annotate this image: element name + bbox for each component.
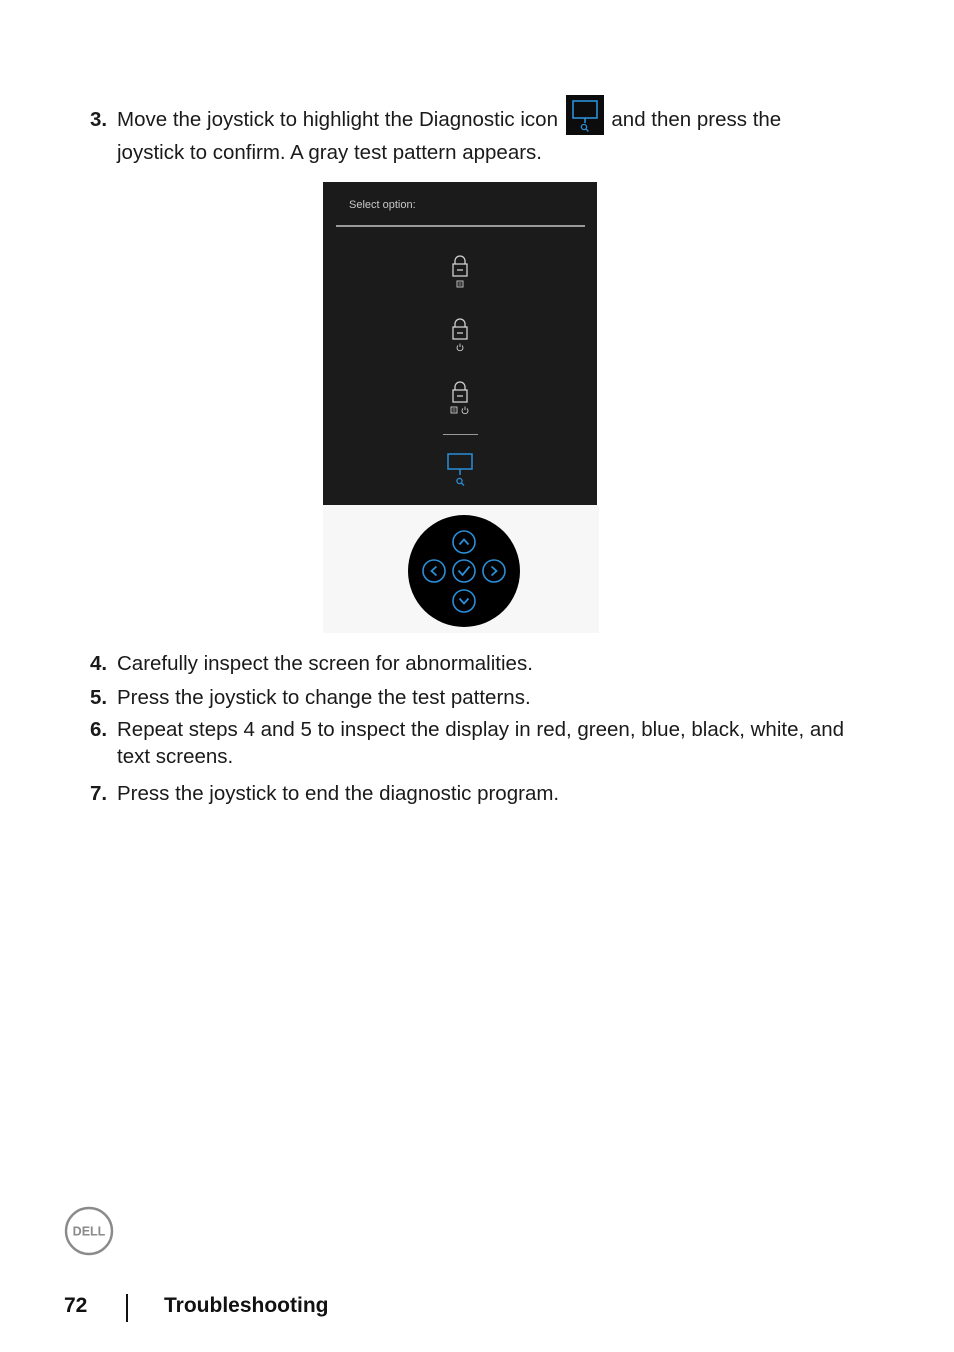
step-text: Press the joystick to change the test patterns. [117, 686, 531, 709]
osd-divider [336, 225, 585, 227]
step-number: 7. [90, 782, 108, 805]
footer-divider [126, 1294, 128, 1322]
step-number: 5. [90, 686, 108, 709]
step-text-continued: and then press the joystick to confirm. A gray test pattern appears. [117, 108, 782, 164]
step-6 [90, 716, 850, 770]
step-text: Press the joystick to end the diagnostic program. [117, 782, 560, 805]
section-title: Troubleshooting [164, 1294, 329, 1317]
lock-menu-power-icon [448, 378, 472, 418]
step-7 [90, 778, 850, 809]
osd-separator [443, 434, 478, 435]
step-number: 4. [90, 652, 108, 675]
osd-menu [323, 182, 597, 505]
step-text: Repeat steps 4 and 5 to inspect the display in red, green, blue, black, white, and text screens. [117, 718, 845, 768]
step-number: 6. [90, 718, 108, 741]
diagnostic-icon [566, 95, 604, 135]
osd-title: Select option: [349, 199, 416, 211]
step-3 [90, 104, 850, 168]
step-text: Carefully inspect the screen for abnormalities. [117, 652, 533, 675]
step-4 [90, 648, 850, 679]
step-number: 3. [90, 108, 108, 131]
step-5 [90, 682, 850, 713]
diagnostic-icon [445, 450, 475, 490]
step-text: Move the joystick to highlight the Diagnostic icon [117, 108, 558, 131]
svg-text:DELL: DELL [72, 1224, 106, 1239]
lock-power-icon [448, 315, 472, 355]
lock-menu-icon [448, 252, 472, 292]
dell-logo [64, 1206, 114, 1256]
page-number: 72 [64, 1294, 88, 1317]
joystick [408, 515, 520, 627]
